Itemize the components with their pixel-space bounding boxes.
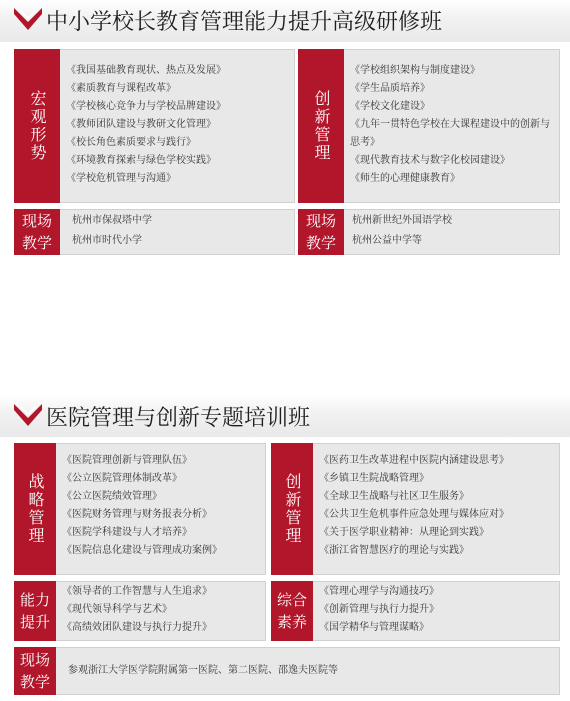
section1-right-list (350, 62, 555, 188)
field-school-4: 杭州公益中学等 (352, 235, 422, 246)
list-item: 《九年一贯特色学校在大课程建设中的创新与思考》 (350, 119, 550, 148)
list-item: 《环境教育探索与绿色学校实践》 (66, 155, 216, 166)
list-item: 《领导者的工作智慧与人生追求》 (62, 586, 212, 597)
tag-innovation-management-label: 创新管理 (312, 90, 331, 162)
tag-innovation-management (298, 49, 344, 203)
list-item: 《现代领导科学与艺术》 (62, 604, 172, 615)
tag-macro-situation (14, 49, 60, 203)
field-school-1: 杭州市保叔塔中学 (72, 215, 152, 226)
list-item: 《医院财务管理与财务报表分析》 (62, 509, 212, 520)
list-item: 《学校文化建设》 (350, 101, 430, 112)
list-item: 《国学精华与管理谋略》 (319, 622, 429, 633)
tag-comprehensive-quality (271, 581, 313, 641)
list-item: 《创新管理与执行力提升》 (319, 604, 439, 615)
list-item: 《现代教育技术与数字化校园建设》 (350, 155, 510, 166)
field-hospital-visit: 参观浙江大学医学院附属第一医院、第二医院、邵逸夫医院等 (68, 665, 338, 676)
list-item: 《关于医学职业精神：从理论到实践》 (319, 527, 489, 538)
tag-strategic-management (14, 443, 56, 575)
tag-field-teaching-label: 现场教学 (21, 212, 52, 252)
tag-field-teaching-2 (14, 647, 56, 695)
field-school-3: 杭州新世纪外国语学校 (352, 215, 452, 226)
section1-title: 中小学校长教育管理能力提升高级研修班 (46, 10, 443, 35)
list-item: 《学校核心竞争力与学校品牌建设》 (66, 101, 226, 112)
list-item: 《医药卫生改革进程中医院内涵建设思考》 (319, 455, 509, 466)
tag-field-teaching (14, 209, 60, 255)
red-chevron-logo-icon (14, 404, 42, 426)
tag-ability-improvement-label: 能力提升 (19, 591, 50, 631)
list-item: 《高绩效团队建设与执行力提升》 (62, 622, 212, 633)
tag-innovation-management-2 (271, 443, 313, 575)
list-item: 《医院信息化建设与管理成功案例》 (62, 545, 222, 556)
section2-quality-list (319, 583, 557, 637)
list-item: 《教师团队建设与教研文化管理》 (66, 119, 216, 130)
list-item: 《公共卫生危机事件应急处理与媒体应对》 (319, 509, 509, 520)
tag-strategic-management-label: 战略管理 (26, 473, 45, 545)
list-item: 《公立医院绩效管理》 (62, 491, 162, 502)
tag-comprehensive-quality-label: 综合素养 (276, 591, 307, 631)
tag-innovation-management-2-label: 创新管理 (283, 473, 302, 545)
section2-right-list (319, 452, 557, 560)
red-chevron-logo-icon (14, 8, 42, 30)
list-item: 《医院学科建设与人才培养》 (62, 527, 192, 538)
list-item: 《师生的心理健康教育》 (350, 173, 460, 184)
section2-ability-list (62, 583, 262, 637)
section2-title: 医院管理与创新专题培训班 (46, 406, 311, 431)
section1-left-list (66, 62, 292, 188)
list-item: 《学生品质培养》 (350, 83, 430, 94)
list-item: 《管理心理学与沟通技巧》 (319, 586, 439, 597)
field-school-2: 杭州市时代小学 (72, 235, 142, 246)
list-item: 《我国基础教育现状、热点及发展》 (66, 65, 226, 76)
list-item: 《公立医院管理体制改革》 (62, 473, 182, 484)
list-item: 《素质教育与课程改革》 (66, 83, 176, 94)
list-item: 《浙江省智慧医疗的理论与实践》 (319, 545, 469, 556)
list-item: 《学校危机管理与沟通》 (66, 173, 176, 184)
list-item: 《校长角色素质要求与践行》 (66, 137, 196, 148)
list-item: 《乡镇卫生院战略管理》 (319, 473, 429, 484)
list-item: 《学校组织架构与制度建设》 (350, 65, 480, 76)
tag-macro-situation-label: 宏观形势 (28, 90, 47, 162)
list-item: 《医院管理创新与管理队伍》 (62, 455, 192, 466)
tag-field-teaching-right (298, 209, 344, 255)
tag-field-teaching-2-label: 现场教学 (19, 651, 50, 691)
section2-left-list (62, 452, 262, 560)
tag-ability-improvement (14, 581, 56, 641)
list-item: 《全球卫生战略与社区卫生服务》 (319, 491, 469, 502)
tag-field-teaching-right-label: 现场教学 (305, 212, 336, 252)
